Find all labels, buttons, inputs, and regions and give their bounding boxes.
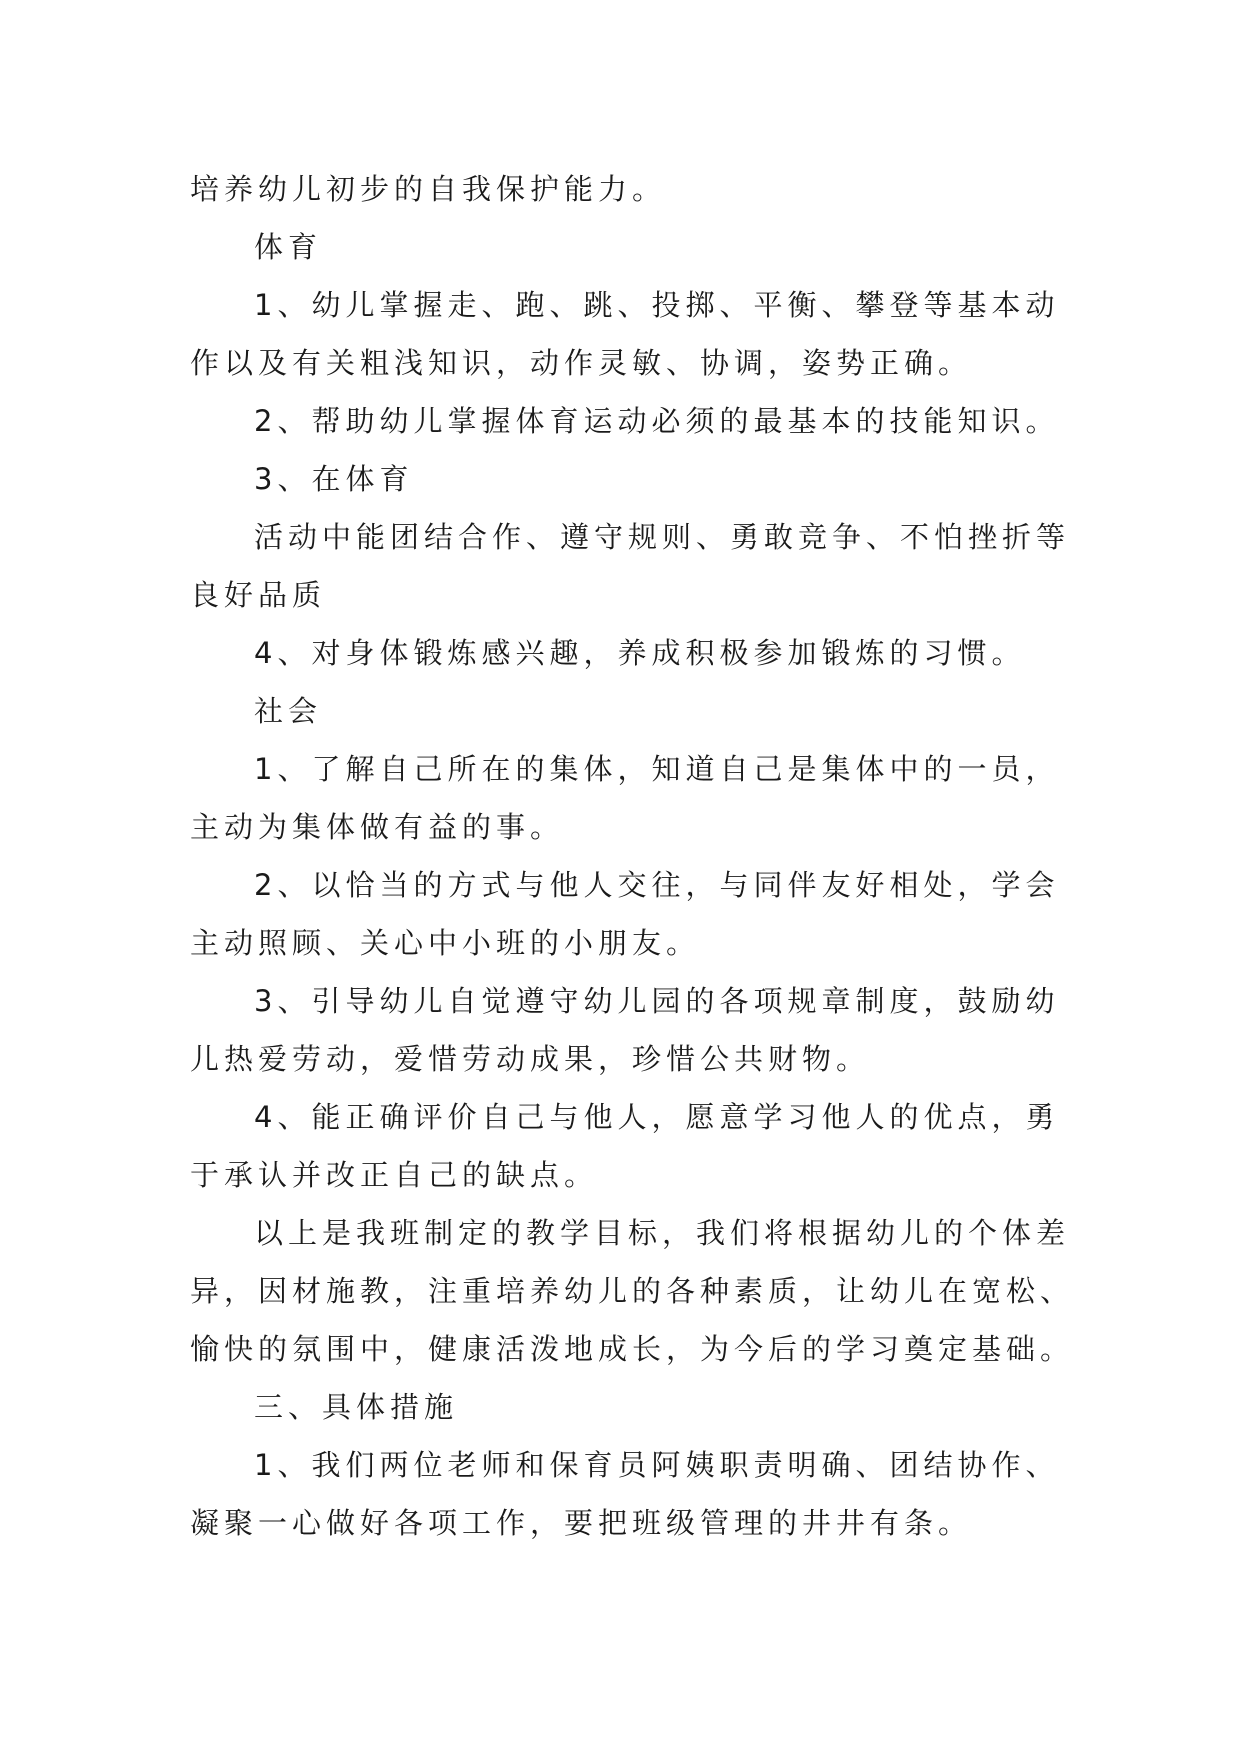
paragraph-line: 培养幼儿初步的自我保护能力。 bbox=[190, 172, 667, 206]
paragraph-line: 于承认并改正自己的缺点。 bbox=[190, 1158, 599, 1192]
paragraph-line: 主动照顾、关心中小班的小朋友。 bbox=[190, 926, 701, 960]
paragraph-line: 异，因材施教，注重培养幼儿的各种素质，让幼儿在宽松、 bbox=[190, 1274, 1075, 1308]
paragraph-line: 2、帮助幼儿掌握体育运动必须的最基本的技能知识。 bbox=[254, 404, 1060, 438]
paragraph-line: 3、在体育 bbox=[254, 462, 414, 496]
paragraph-line: 1、了解自己所在的集体，知道自己是集体中的一员， bbox=[254, 752, 1060, 786]
paragraph-line: 良好品质 bbox=[190, 578, 327, 612]
paragraph-line: 主动为集体做有益的事。 bbox=[190, 810, 565, 844]
paragraph-line: 凝聚一心做好各项工作，要把班级管理的井井有条。 bbox=[190, 1506, 973, 1540]
paragraph-line: 体育 bbox=[254, 230, 323, 264]
paragraph-line: 1、幼儿掌握走、跑、跳、投掷、平衡、攀登等基本动 bbox=[254, 288, 1060, 322]
paragraph-line: 1、我们两位老师和保育员阿姨职责明确、团结协作、 bbox=[254, 1448, 1060, 1482]
paragraph-line: 3、引导幼儿自觉遵守幼儿园的各项规章制度，鼓励幼 bbox=[254, 984, 1060, 1018]
paragraph-line: 4、能正确评价自己与他人，愿意学习他人的优点，勇 bbox=[254, 1100, 1060, 1134]
paragraph-line: 活动中能团结合作、遵守规则、勇敢竞争、不怕挫折等 bbox=[254, 520, 1071, 554]
paragraph-line: 作以及有关粗浅知识，动作灵敏、协调，姿势正确。 bbox=[190, 346, 973, 380]
paragraph-line: 4、对身体锻炼感兴趣，养成积极参加锻炼的习惯。 bbox=[254, 636, 1026, 670]
paragraph-line: 儿热爱劳动，爱惜劳动成果，珍惜公共财物。 bbox=[190, 1042, 871, 1076]
document-body bbox=[190, 160, 1075, 1552]
paragraph-line: 社会 bbox=[254, 694, 323, 728]
paragraph-line: 2、以恰当的方式与他人交往，与同伴友好相处，学会 bbox=[254, 868, 1060, 902]
paragraph-line: 三、具体措施 bbox=[254, 1390, 459, 1424]
document-page bbox=[190, 160, 1075, 1552]
paragraph-line: 以上是我班制定的教学目标，我们将根据幼儿的个体差 bbox=[254, 1216, 1071, 1250]
paragraph-line: 愉快的氛围中，健康活泼地成长，为今后的学习奠定基础。 bbox=[190, 1332, 1075, 1366]
